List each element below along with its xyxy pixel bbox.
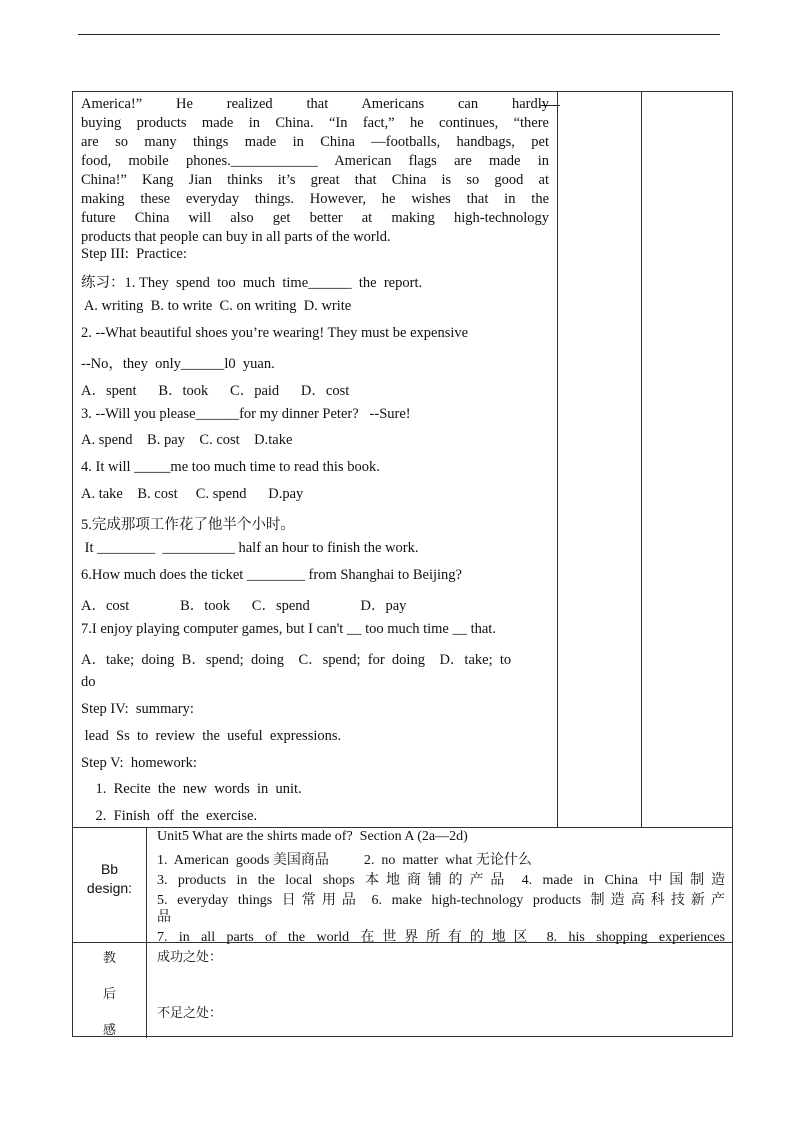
passage-line: buying products made in China. “In fact,” he continues, “there — [81, 115, 549, 131]
question-2-reply: --No，they only______l0 yuan. — [81, 356, 275, 372]
question-4: 4. It will _____me too much time to read this book. — [81, 459, 380, 475]
row-divider — [73, 827, 732, 828]
question-5-sentence: It ________ __________ half an hour to finish the work. — [81, 540, 419, 556]
step-four-text: lead Ss to review the useful expressions. — [81, 728, 342, 744]
question-3: 3. --Will you please______for my dinner Peter? --Sure! — [81, 406, 411, 422]
passage-line: America!” He realized that Americans can hardly — [81, 96, 549, 112]
bb-design-label — [73, 860, 146, 898]
passage-line: food, mobile phones.____________ American flags are made in — [81, 153, 549, 169]
passage-line: products that people can buy in all parts of the world. — [81, 229, 391, 245]
bb-design-item-row: 3. products in the local shops 本地商铺的产品 4. made in China 中国制造 — [157, 873, 725, 888]
column-divider — [557, 92, 558, 827]
question-6-options: A．cost B．took C．spend D．pay — [81, 598, 407, 614]
question-7-options-continued: do — [81, 674, 96, 690]
bb-design-label-line-2: design: — [86, 880, 133, 896]
question-1: 练习：1. They spend too much time______ the report. — [81, 275, 423, 291]
question-7: 7.I enjoy playing computer games, but I can't __ too much time __ that. — [81, 621, 496, 637]
bb-design-item-row: 7. in all parts of the world 在世界所有的地区 8. his shopping experiences — [157, 930, 725, 945]
reading-passage — [81, 95, 549, 247]
passage-line: future China will also get better at making high-technology — [81, 210, 549, 226]
step-three-heading: Step III: Practice: — [81, 246, 187, 262]
passage-line: making these everyday things. However, he wishes that in the — [81, 191, 549, 207]
question-6: 6.How much does the ticket ________ from Shanghai to Beijing? — [81, 567, 462, 583]
lesson-plan-table — [72, 91, 733, 1037]
question-2: 2. --What beautiful shoes you’re wearing! They must be expensive — [81, 325, 469, 341]
column-divider — [146, 827, 147, 1038]
bb-design-label-line-1: Bb — [100, 861, 119, 877]
passage-line: are so many things made in China —footballs, handbags, pet — [81, 134, 549, 150]
bb-design-item-row: 1. American goods 美国商品 2. no matter what 无论什么 — [157, 853, 532, 868]
reflection-label-char: 感 — [102, 1023, 116, 1038]
reflection-success-label: 成功之处： — [157, 950, 223, 965]
question-7-options: A．take; doing B．spend; doing C．spend; for doing D．take; to — [81, 652, 512, 668]
reflection-shortcoming-label: 不足之处： — [157, 1006, 223, 1021]
step-four-heading: Step IV: summary: — [81, 701, 194, 717]
question-2-options: A．spent B．took C．paid D．cost — [81, 383, 350, 399]
reflection-label-char: 后 — [102, 987, 116, 1002]
column-divider — [641, 92, 642, 827]
header-rule — [78, 34, 720, 35]
homework-item-1: 1. Recite the new words in unit. — [81, 781, 302, 797]
step-five-heading: Step V: homework: — [81, 755, 197, 771]
bb-design-item-row-continued: 品 — [157, 910, 171, 925]
question-5: 5.完成那项工作花了他半个小时。 — [81, 517, 295, 533]
question-3-options: A. spend B. pay C. cost D.take — [81, 432, 293, 448]
bb-design-title: Unit5 What are the shirts made of? Section A (2a—2d) — [157, 829, 468, 844]
passage-line: China!” Kang Jian thinks it’s great that China is so good at — [81, 172, 549, 188]
homework-item-2: 2. Finish off the exercise. — [81, 808, 258, 824]
reflection-label-char: 教 — [102, 951, 116, 966]
bb-design-item-row: 5. everyday things 日常用品 6. make high-technology products 制造高科技新产 — [157, 893, 725, 908]
question-1-options: A. writing B. to write C. on writing D. write — [81, 298, 352, 314]
question-4-options: A. take B. cost C. spend D.pay — [81, 486, 304, 502]
